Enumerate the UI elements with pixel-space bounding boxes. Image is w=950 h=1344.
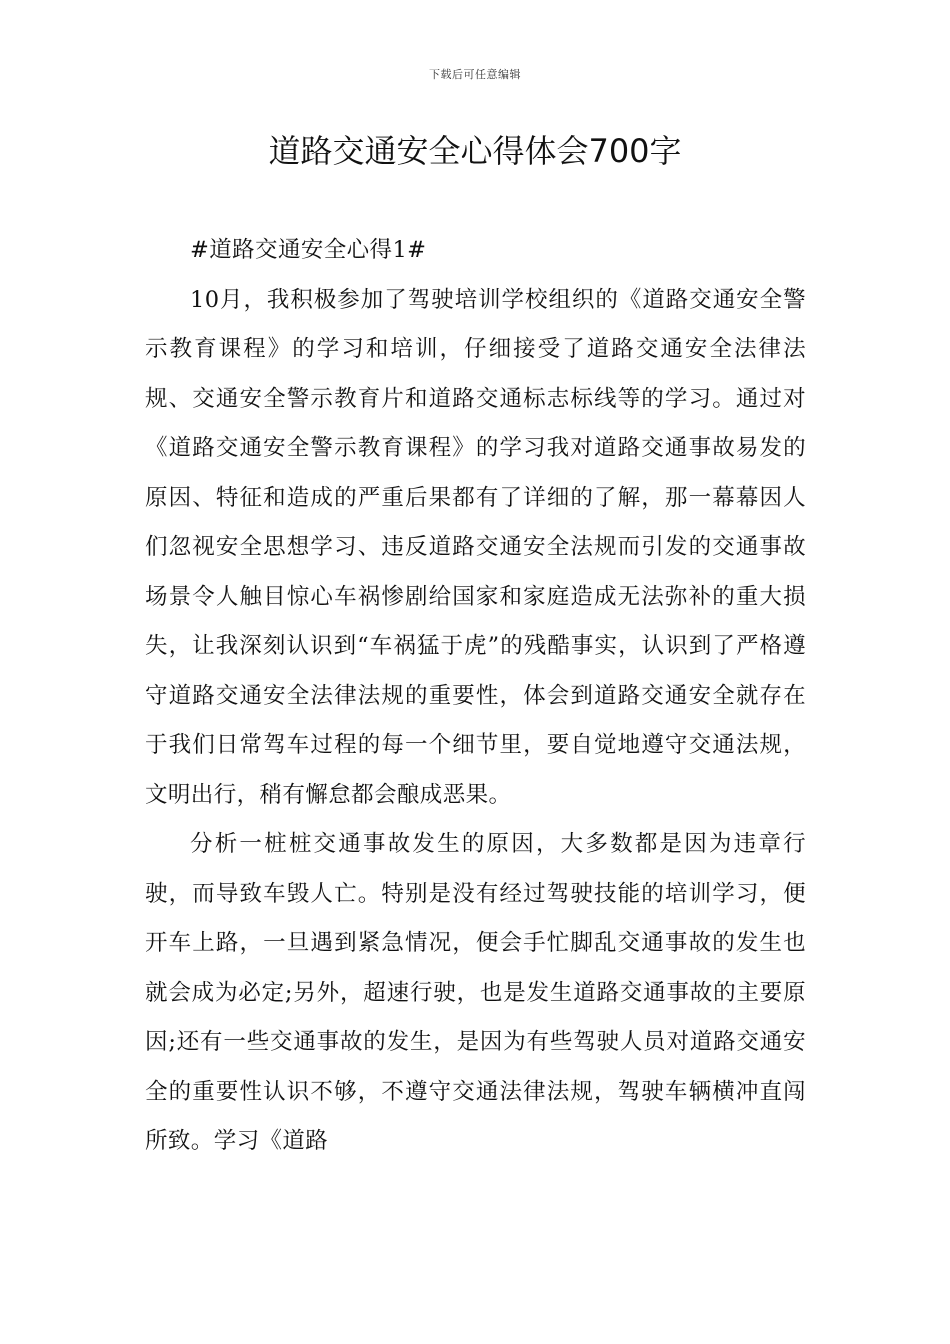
paragraph: 10月，我积极参加了驾驶培训学校组织的《道路交通安全警示教育课程》的学习和培训，仔细接受了道路交通安全法律法规、交通安全警示教育片和道路交通标志标线等的学习。通过对《道路交通安全警示教育课程》的学习我对道路交通事故易发的原因、特征和造成的严重后果都有了详细的了解，那一幕幕因人们忽视安全思想学习、违反道路交通安全法规而引发的交通事故场景令人触目惊心车祸惨剧给国家和家庭造成无法弥补的重大损失，让我深刻认识到“车祸猛于虎”的残酷事实，认识到了严格遵守道路交通安全法律法规的重要性，体会到道路交通安全就存在于我们日常驾车过程的每一个细节里，要自觉地遵守交通法规，文明出行，稍有懈怠都会酿成恶果。: [145, 286, 806, 808]
paragraph: 分析一桩桩交通事故发生的原因，大多数都是因为违章行驶，而导致车毁人亡。特别是没有经过驾驶技能的培训学习，便开车上路，一旦遇到紧急情况，便会手忙脚乱交通事故的发生也就会成为必定;另外，超速行驶，也是发生道路交通事故的主要原因;还有一些交通事故的发生，是因为有些驾驶人员对道路交通安全的重要性认识不够，不遵守交通法律法规，驾驶车辆横冲直闯所致。学习《道路: [145, 831, 806, 1154]
document-title: 道路交通安全心得体会700字: [268, 132, 682, 170]
header-note: 下载后可任意编辑: [429, 68, 521, 81]
document-body: [145, 226, 806, 1167]
section-heading: #道路交通安全心得1#: [190, 237, 427, 263]
